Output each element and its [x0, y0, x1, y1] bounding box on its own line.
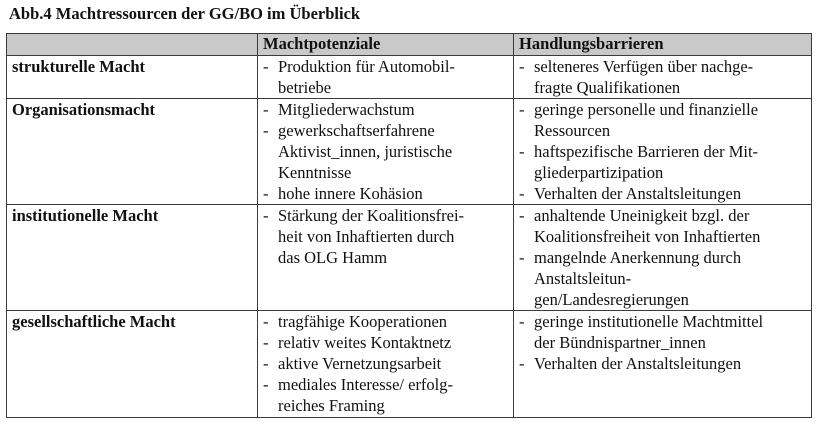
header-row: [7, 34, 812, 56]
barriers-cell: [514, 311, 812, 418]
potentials-cell: [258, 311, 514, 418]
list-item: - hohe innere Kohäsion: [263, 184, 423, 203]
list-item: - mediales Interesse/ erfolg- reiches Framing: [263, 375, 454, 415]
list-item: - Verhalten der Anstaltsleitungen: [519, 184, 742, 203]
row-label-structural-power: strukturelle Macht: [7, 56, 258, 99]
table-row: [7, 205, 812, 311]
list-item: - mangelnde Anerkennung durch Anstaltsleitun- gen/Landesregierungen: [519, 248, 742, 309]
header-empty-cell: [7, 34, 258, 56]
barriers-cell: [514, 205, 812, 311]
list-item: - gewerkschaftserfahrene Aktivist_innen, juristische Kenntnisse: [263, 121, 453, 182]
row-label-institutional-power: institutionelle Macht: [7, 205, 258, 311]
list-item: - geringe institutionelle Machtmittel der Bündnispartner_innen: [519, 312, 764, 352]
header-potentials: Machtpotenziale: [258, 34, 514, 56]
barriers-cell: [514, 99, 812, 205]
list-item: - geringe personelle und finanzielle Ressourcen: [519, 100, 759, 140]
table-row: [7, 99, 812, 205]
list-item: - Mitgliederwachstum: [263, 100, 415, 119]
potentials-cell: [258, 205, 514, 311]
list-item: - selteneres Verfügen über nachge- fragte Qualifikationen: [519, 57, 754, 97]
row-label-organizational-power: Organisationsmacht: [7, 99, 258, 205]
power-resources-table: [6, 33, 812, 418]
potentials-cell: [258, 99, 514, 205]
table-row: [7, 56, 812, 99]
header-barriers: Handlungsbarrieren: [514, 34, 812, 56]
table-row: [7, 311, 812, 418]
list-item: - tragfähige Kooperationen: [263, 312, 448, 331]
list-item: - haftspezifische Barrieren der Mit- gliederpartizipation: [519, 142, 759, 182]
list-item: - anhaltende Uneinigkeit bzgl. der Koalitionsfreiheit von Inhaftierten: [519, 206, 761, 246]
potentials-cell: [258, 56, 514, 99]
list-item: - relativ weites Kontaktnetz: [263, 333, 452, 352]
list-item: - aktive Vernetzungsarbeit: [263, 354, 442, 373]
barriers-cell: [514, 56, 812, 99]
list-item: - Stärkung der Koalitionsfrei- heit von Inhaftierten durch das OLG Hamm: [263, 206, 465, 267]
list-item: - Produktion für Automobil- betriebe: [263, 57, 455, 97]
row-label-societal-power: gesellschaftliche Macht: [7, 311, 258, 418]
figure-title: Abb.4 Machtressourcen der GG/BO im Überblick: [9, 4, 361, 23]
list-item: - Verhalten der Anstaltsleitungen: [519, 354, 742, 373]
